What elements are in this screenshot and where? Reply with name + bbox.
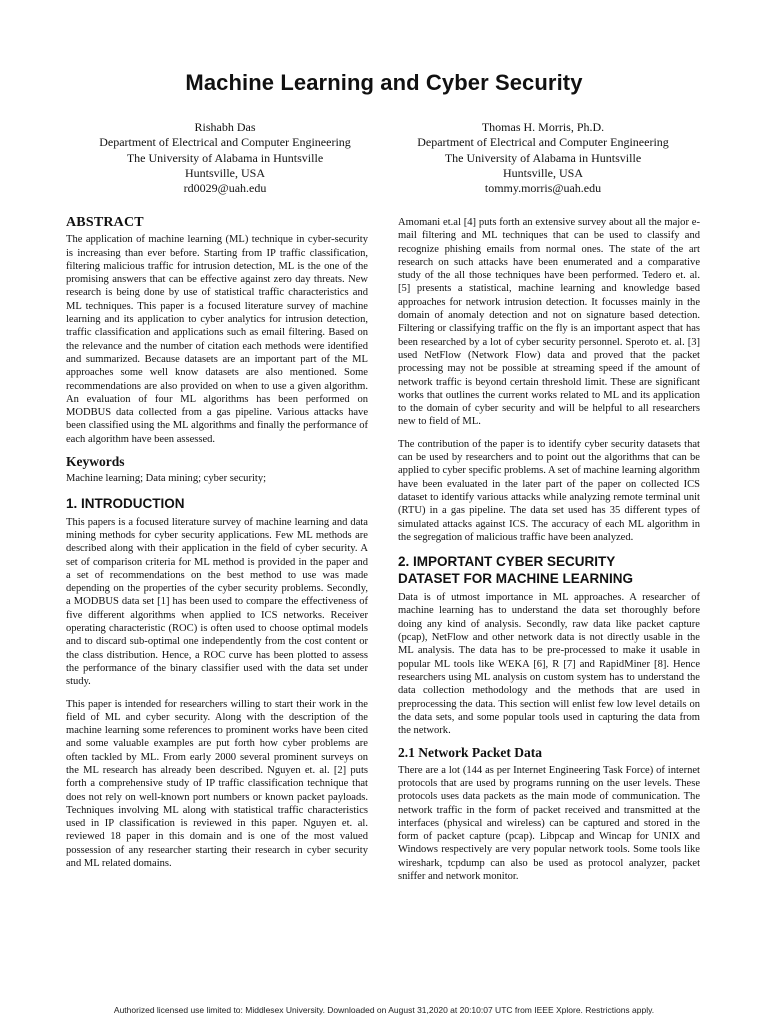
section-heading-introduction: 1. INTRODUCTION — [66, 495, 185, 511]
section-heading-datasets — [398, 553, 700, 587]
author-department: Department of Electrical and Computer Engineering — [99, 135, 351, 150]
right-column — [398, 216, 700, 892]
network-packet-paragraph: There are a lot (144 as per Internet Engineering Task Force) of internet protocols that are used by programs running on the user levels. These protocols uses data packets as the main mode of communication. The network traffic in the form of packet received and transmitted at the interfaces (physical and wireless) can be captured and stored in the form of packet capture (pcap). Libpcap and Wincap for UNIX and Windows respectively are very popular network tools. Some tools like wireshark, tcpdump can also be used as protocol analyzer, packet sniffer and network monitor. — [398, 764, 700, 883]
author-block-1 — [60, 120, 390, 196]
right-paragraph-1: Amomani et.al [4] puts forth an extensive survey about all the major e-mail filtering and ML techniques that can be used to classify and recognize phishing emails from normal ones. The state of the art research on such attacks have been enumerated and a comparative study of the all those techniques have been performed. Tedero et. al. [5] presents a statistical, machine learning and knowledge based approaches for network intrusion detection. It focusses mainly in the domain of anomaly detection and not on signature based detection. Filtering or classifying traffic on the fly is an important aspect that has been researched by a lot of cyber security personnel. Speroto et. al. [3] used NetFlow (Network Flow) data and proved that the packet processing may not be possible at streaming speed if the amount of network traffic is beyond certain threshold limit. These are significant works that outlines the current works related to ML and its application to the domain of cyber security and will be helpful to all researchers new to field of ML. — [398, 217, 700, 428]
author-name: Thomas H. Morris, Ph.D. — [481, 120, 605, 134]
intro-paragraph-1: This papers is a focused literature survey of machine learning and data mining methods for cyber security applications. Few ML methods are described along with their application in the field of cyber security. A set of comparison criteria for ML method is provided in the paper and a set of recommendations on the best method to use was made depending on the properties of the cyber security problems. Secondly, a MODBUS data set [1] has been used to compare the effectiveness of five different algorithms when applied to ICS networks. Receiver operating characteristic (ROC) is often used to choose optimal models and to discard sub-optimal one independently from the cost content or the class distribution. Hence, a ROC curve has been plotted to assess the performance of the binary classifier used with the data set under study. — [66, 516, 368, 688]
author-department: Department of Electrical and Computer Engineering — [417, 135, 669, 150]
author-university: The University of Alabama in Huntsville — [126, 150, 324, 165]
right-paragraph-2: The contribution of the paper is to identify cyber security datasets that can be used by researchers and to point out the algorithms that can be applied to cyber specific problems. A set of machine learning algorithm have been evaluated in the later part of the paper on collected ICS dataset to identify various attacks while analyzing remote terminal unit (RTU) in a gas pipeline. The data set used has 35 different types of simulated attacks against ICS. The accuracy of each ML algorithm in the segregation of malicious traffic have been analyzed. — [398, 438, 700, 543]
intro-paragraph-2: This paper is intended for researchers willing to start their work in the field of ML and cyber security. Along with the description of the machine learning some references to prominent works have been cited and some valuable examples are put forth how cyber problems are often tackled by ML. From early 2000 several prominent surveys on the ML research has already been described. Nguyen et. al. [2] puts forth a comprehensive study of IP traffic classification technique that does not rely on well-known port numbers or known packet payloads. Techniques involving ML along with statistical traffic characteristics used in IP classification is reviewed in this paper. Nguyen et. al. reviewed 18 paper in this domain and is one of the most valued possession of any researcher starting their research in cyber security and ML related domains. — [66, 698, 368, 870]
section-heading-line-1: 2. IMPORTANT CYBER SECURITY — [398, 554, 616, 570]
section-heading-line-2: DATASET FOR MACHINE LEARNING — [398, 571, 633, 587]
keywords-heading: Keywords — [66, 454, 125, 470]
author-location: Huntsville, USA — [502, 165, 583, 180]
abstract-text: The application of machine learning (ML) technique in cyber-security is increasing than ever before. Starting from IP traffic classification, filtering malicious traffic for intrusion detection, ML is the one of the promising answers that can be effective against zero day threats. New research is being done by use of statistical traffic characteristics and ML techniques. This paper is a focused literature survey of machine learning and its application to cyber analytics for intrusion detection, traffic classification and applications such as email filtering. Based on the relevance and the number of citation each methods were identified and summarized. Because datasets are an important part of the ML approaches some well know datasets are also mentioned. Some recommendations are also provided on when to use a given algorithm. An evaluation of four ML algorithms has been performed on MODBUS data collected from a gas pipeline. Various attacks have been classified using the ML algorithms and finally the performance of each algorithm have been assessed. — [66, 234, 368, 445]
subsection-heading-network-packet-data: 2.1 Network Packet Data — [398, 745, 542, 761]
author-email: tommy.morris@uah.edu — [484, 181, 602, 196]
abstract-heading: ABSTRACT — [66, 215, 144, 230]
license-footer: Authorized licensed use limited to: Middlesex University. Downloaded on August 31,2020 at 20:10:07 UTC from IEEE Xplore. Restrictions apply. — [113, 1005, 655, 1015]
author-name: Rishabh Das — [194, 120, 256, 134]
author-university: The University of Alabama in Huntsville — [444, 150, 642, 165]
author-email: rd0029@uah.edu — [183, 181, 267, 196]
keywords-text: Machine learning; Data mining; cyber security; — [66, 473, 267, 485]
paper-title: Machine Learning and Cyber Security — [185, 70, 583, 95]
author-location: Huntsville, USA — [184, 165, 265, 180]
datasets-paragraph: Data is of utmost importance in ML approaches. A researcher of machine learning has to understand the data set thoroughly before doing any kind of analysis. Secondly, raw data like packet capture (pcap), NetFlow and other network data is not directly usable in the ML analysis. The data has to be pre-processed to make it usable in popular ML tools like WEKA [6], R [7] and RapidMiner [8]. Hence researchers using ML analysis on custom system has to understand the data collection methodology and the methods that are used in preprocessing the data. This section will enlist few low level details on the data sets, and some popular tools used in capturing the data from the network. — [398, 592, 700, 737]
left-column — [66, 216, 368, 879]
author-block-2 — [378, 120, 708, 196]
